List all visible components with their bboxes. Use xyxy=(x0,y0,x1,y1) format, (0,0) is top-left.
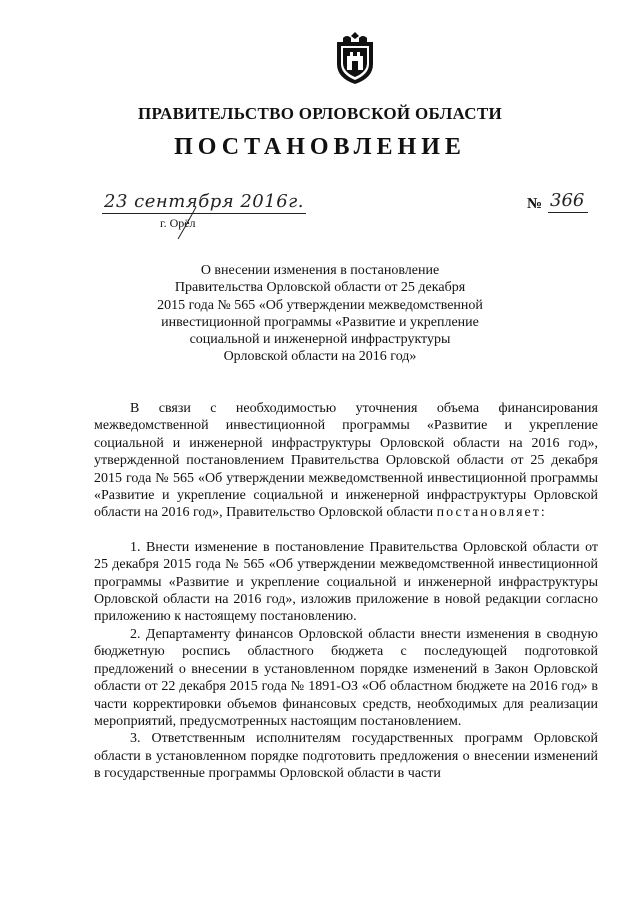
subject-line: О внесении изменения в постановление xyxy=(200,263,440,278)
number-prefix: № xyxy=(527,196,543,212)
preamble-text: В связи с необходимостью уточнения объема финансирования межведомственной инвестиционной программы «Развитие и укрепление социальной и инженерной инфраструктуры Орловской области на 2016 год», утвержденной постановлением Правительства Орловской области от 25 декабря 2015 года № 565 «Об утверждении межведомственной инвестиционной программы «Развитие и укрепление социальной и инженерной инфраструктуры Орловской области на 2016 год», Правительство Орловской области xyxy=(94,401,598,521)
preamble-paragraph xyxy=(94,400,598,522)
document-body xyxy=(94,400,598,783)
document-type-title: ПОСТАНОВЛЕНИЕ xyxy=(174,134,466,160)
organization-name: ПРАВИТЕЛЬСТВО ОРЛОВСКОЙ ОБЛАСТИ xyxy=(137,104,503,123)
subject-line: инвестиционной программы «Развитие и укрепление xyxy=(161,314,479,330)
handwritten-date: 23 сентября 2016г. xyxy=(104,191,304,212)
document-subject xyxy=(100,262,540,366)
subject-line: Орловской области на 2016 год» xyxy=(223,349,417,365)
subject-line: Правительства Орловской области от 25 декабря xyxy=(174,280,466,296)
city-label: г. Орёл xyxy=(160,216,196,230)
item-paragraph: 1. Внести изменение в постановление Правительства Орловской области от 25 декабря 2015 года № 565 «Об утверждении межведомственной инвестиционной программы «Развитие и укрепление социальной и инженерной инфраструктуры Орловской области на 2016 год», изложив приложение в новой редакции согласно приложению к настоящему постановлению. xyxy=(94,539,598,625)
preamble-verb: постановляет: xyxy=(436,505,547,521)
item-paragraph: 2. Департаменту финансов Орловской области внести изменения в сводную бюджетную роспись областного бюджета с последующей подготовкой предложений о внесении в установленном порядке изменений в Закон Орловской области от 22 декабря 2015 года № 1891-ОЗ «Об областном бюджете на 2016 год» в части корректировки объемов финансовых средств, необходимых для реализации мероприятий, предусмотренных настоящим постановлением. xyxy=(94,626,598,729)
handwritten-number: 366 xyxy=(548,190,588,213)
coat-of-arms-icon xyxy=(333,30,377,86)
item-paragraph: 3. Ответственным исполнителям государственных программ Орловской области в установленном порядке подготовить предложения о внесении изменений в государственные программы Орловской области в части xyxy=(94,731,598,782)
subject-line: 2015 года № 565 «Об утверждении межведомственной xyxy=(157,297,483,313)
subject-line: социальной и инженерной инфраструктуры xyxy=(189,332,451,348)
